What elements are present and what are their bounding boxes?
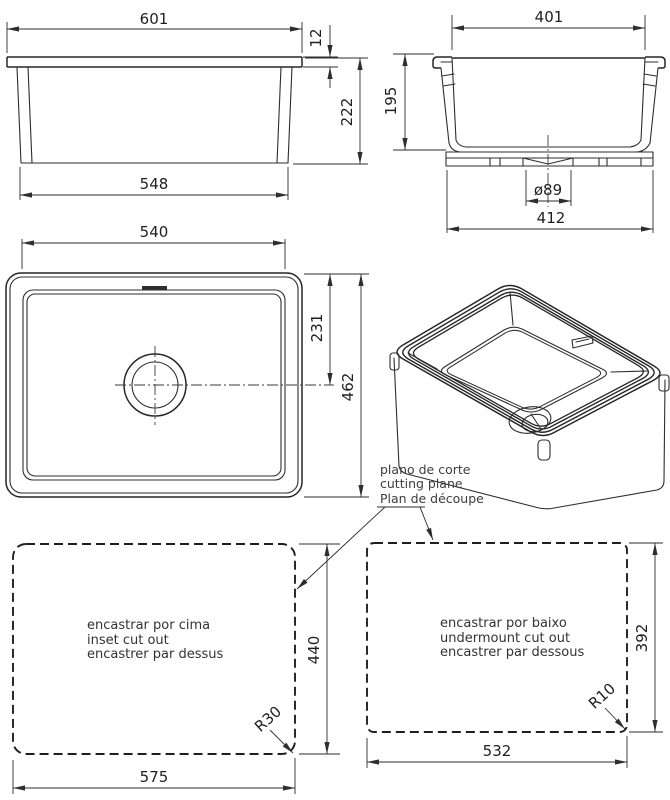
dim-front-top-width: 601 bbox=[139, 10, 169, 28]
inset-label-3: encastrer par dessus bbox=[87, 647, 224, 662]
dim-side-drain-diameter: ø89 bbox=[533, 181, 563, 199]
dim-inset-width: 575 bbox=[139, 768, 169, 786]
undermount-cutout-template bbox=[367, 543, 663, 768]
leader-to-undermount-cutout bbox=[420, 507, 433, 540]
note-line-1: plano de corte bbox=[380, 462, 471, 477]
inset-label-1: encastrar por cima bbox=[87, 618, 211, 633]
dim-plan-depth: 462 bbox=[339, 372, 357, 402]
overflow-slot bbox=[142, 286, 167, 290]
dim-under-height: 392 bbox=[633, 623, 651, 653]
dim-side-top-width: 401 bbox=[534, 8, 564, 26]
side-section-view bbox=[382, 8, 665, 233]
dim-side-depth: 195 bbox=[382, 86, 400, 116]
front-view bbox=[7, 10, 368, 200]
leader-to-inset-cutout bbox=[297, 507, 385, 589]
note-line-2: cutting plane bbox=[380, 476, 463, 491]
under-label-1: encastrar por baixo bbox=[440, 616, 567, 631]
dim-under-width: 532 bbox=[482, 742, 512, 760]
dim-front-rim-height: 12 bbox=[307, 28, 325, 48]
under-label-3: encastrer par dessous bbox=[440, 645, 585, 660]
dim-front-bottom-width: 548 bbox=[139, 175, 169, 193]
dim-plan-width: 540 bbox=[139, 223, 169, 241]
inset-label-2: inset cut out bbox=[87, 633, 169, 648]
note-line-3: Plan de découpe bbox=[380, 491, 484, 506]
dim-plan-drain-offset: 231 bbox=[308, 313, 326, 343]
dim-inset-radius: R30 bbox=[251, 702, 285, 736]
dim-inset-height: 440 bbox=[305, 635, 323, 665]
cutting-plane-note bbox=[297, 462, 484, 589]
under-label-2: undermount cut out bbox=[440, 631, 571, 646]
dim-under-radius: R10 bbox=[585, 679, 619, 713]
dim-side-bottom-width: 412 bbox=[536, 209, 566, 227]
plan-view bbox=[6, 223, 369, 497]
inset-cutout-template bbox=[13, 544, 340, 794]
dim-front-total-height: 222 bbox=[338, 97, 356, 127]
